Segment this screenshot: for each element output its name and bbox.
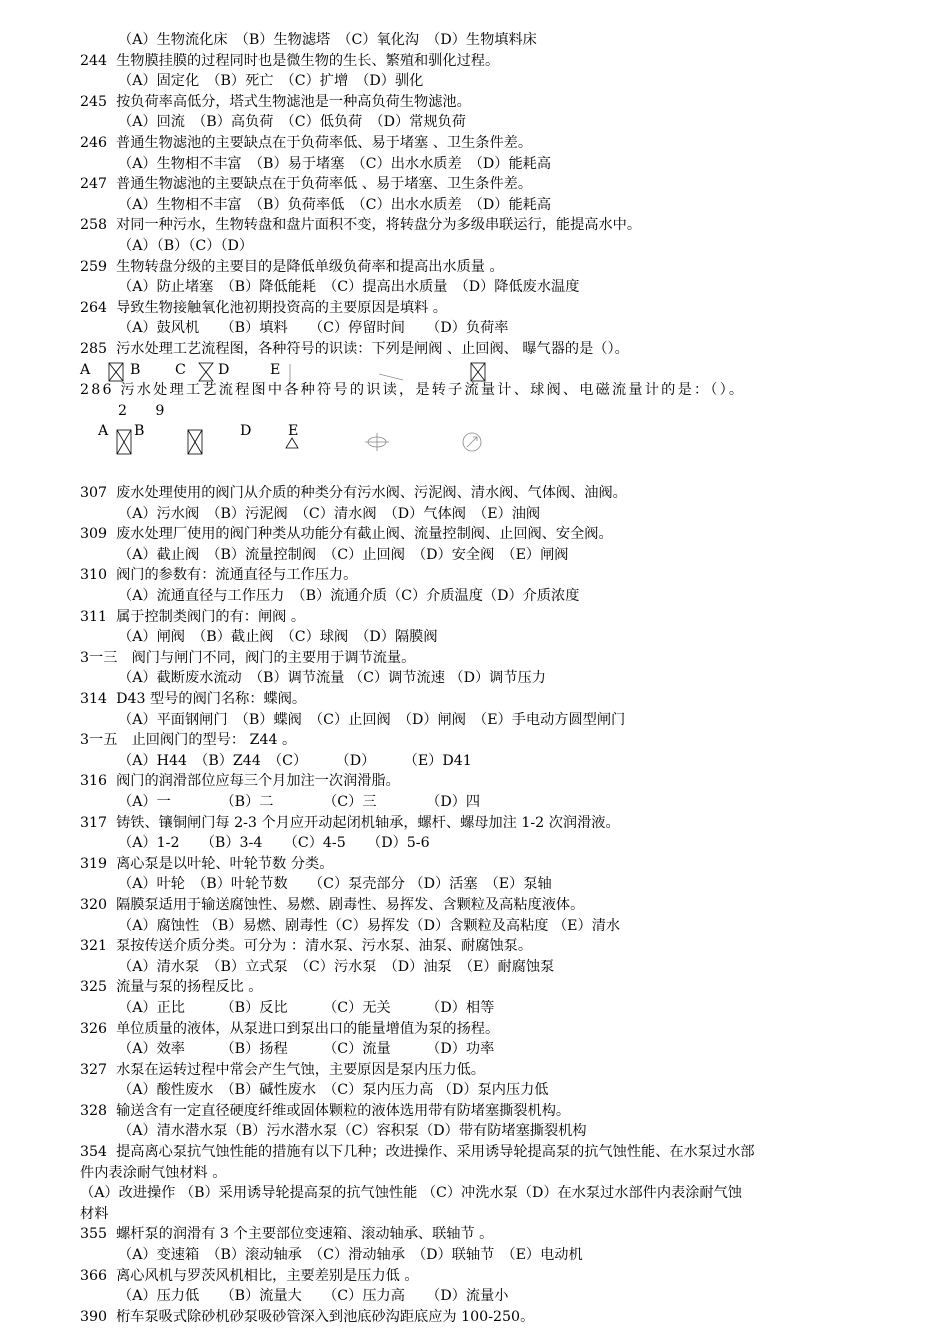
question-line: 316 阀门的润滑部位应每三个月加注一次润滑脂。 — [80, 773, 400, 790]
question-line: 307 废水处理使用的阀门从介质的种类分有污水阀、污泥阀、清水阀、气体阀、油阀。 — [80, 485, 627, 502]
option-line: （A）变速箱 （B）滚动轴承 （C）滑动轴承 （D）联轴节 （E）电动机 — [118, 1247, 583, 1264]
symbol-row-285 — [0, 360, 950, 381]
question-line: 328 输送含有一定直径硬度纤维或固体颗粒的液体选用带有防堵塞撕裂机构。 — [80, 1102, 571, 1119]
symbol-label-a: A — [80, 361, 91, 378]
option-line-continued: 材料 — [80, 1205, 109, 1222]
question-line: 325 流量与泵的扬程反比 。 — [80, 979, 263, 996]
option-line: （A）（B）（C）（D） — [118, 237, 254, 254]
rotameter-icon — [116, 429, 132, 455]
question-line: 317 铸铁、镶铜闸门每 2-3 个月应开动起闭机轴承，螺杆、螺母加注 1-2 次润滑液。 — [80, 814, 620, 831]
option-line: （A）腐蚀性 （B）易燃、剧毒性（C）易挥发（D）含颗粒及高粘度 （E）清水 — [118, 917, 621, 934]
option-line: （A）生物相不丰富 （B）负荷率低 （C）出水水质差 （D）能耗高 — [118, 196, 552, 213]
question-line: 366 离心风机与罗茨风机相比，主要差别是压力低 。 — [80, 1267, 419, 1284]
option-line: （A）固定化 （B）死亡 （C）扩增 （D）驯化 — [118, 73, 424, 90]
question-line: 259 生物转盘分级的主要目的是降低单级负荷率和提高出水质量 。 — [80, 258, 504, 275]
option-line: （A）一 （B）二 （C）三 （D）四 — [118, 793, 481, 810]
question-line: 319 离心泵是以叶轮、叶轮节数 分类。 — [80, 855, 334, 872]
question-line-continued: 2 9 — [118, 402, 165, 419]
option-line: （A）回流 （B）高负荷 （C）低负荷 （D）常规负荷 — [118, 114, 466, 131]
question-line: 247 普通生物滤池的主要缺点在于负荷率低 、易于堵塞、卫生条件差。 — [80, 176, 533, 193]
question-line: 390 桁车泵吸式除砂机砂泵吸砂管深入到池底砂沟距底应为 100-250。 — [80, 1308, 535, 1325]
option-line: （A）生物流化床 （B）生物滤塔 （C）氧化沟 （D）生物填料床 — [118, 32, 537, 48]
option-line: （A）正比 （B）反比 （C）无关 （D）相等 — [118, 999, 495, 1016]
symbol-label-c: C — [175, 361, 186, 378]
option-line: （A）压力低 （B）流量大 （C）压力高 （D）流量小 — [118, 1288, 509, 1305]
symbol-label-e: E — [270, 361, 281, 378]
option-line: （A）截止阀 （B）流量控制阀 （C）止回阀 （D）安全阀 （E）闸阀 — [118, 546, 569, 563]
question-line: 354 提高离心泵抗气蚀性能的措施有以下几种；改进操作、采用诱导轮提高泵的抗气蚀性能、在水泵过水部 — [80, 1144, 755, 1161]
ball-valve-icon — [186, 429, 204, 455]
question-line: 314 D43 型号的阀门名称：蝶阀。 — [80, 691, 307, 707]
magnetic-flowmeter-icon — [364, 431, 390, 453]
symbol-label-d: D — [240, 423, 252, 440]
option-line: （A）平面钢闸门 （B）蝶阀 （C）止回阀 （D）闸阀 （E）手电动方圆型闸门 — [118, 711, 626, 728]
question-line: 355 螺杆泵的润滑有 3 个主要部位变速箱、滚动轴承、联轴节 。 — [80, 1226, 494, 1243]
question-line: 264 导致生物接触氧化池初期投资高的主要原因是填料 。 — [80, 299, 447, 316]
option-line: （A）截断废水流动 （B）调节流量 （C）调节流速 （D）调节压力 — [118, 670, 546, 687]
symbol-label-b: B — [134, 423, 145, 440]
option-line: （A）鼓风机 （B）填料 （C）停留时间 （D）负荷率 — [118, 320, 509, 337]
question-line: 327 水泵在运转过程中常会产生气蚀，主要原因是泵内压力低。 — [80, 1061, 485, 1078]
triangle-icon — [285, 437, 299, 449]
valve-symbol-icon — [470, 362, 486, 382]
question-line: 285 污水处理工艺流程图，各种符号的识读：下列是闸阀 、止回阀、 曝气器的是（）。 — [80, 340, 629, 357]
question-line: 246 普通生物滤池的主要缺点在于负荷率低、易于堵塞 、卫生条件差。 — [80, 134, 533, 151]
symbol-label-d: D — [218, 361, 230, 378]
option-line: （A）H44 （B）Z44 （C） （D） （E）D41 — [118, 752, 472, 769]
question-line: 309 废水处理厂使用的阀门种类从功能分有截止阀、流量控制阀、止回阀、安全阀。 — [80, 526, 613, 543]
question-line: 310 阀门的参数有：流通直径与工作压力。 — [80, 567, 358, 584]
question-line: 245 按负荷率高低分，塔式生物滤池是一种高负荷生物滤池。 — [80, 93, 471, 110]
option-line: （A）生物相不丰富 （B）易于堵塞 （C）出水水质差 （D）能耗高 — [118, 155, 552, 172]
symbol-label-a: A — [98, 423, 109, 440]
gate-valve-icon — [108, 362, 124, 382]
option-line: （A）闸阀 （B）截止阀 （C）球阀 （D）隔膜阀 — [118, 629, 438, 646]
question-line: 286 污水处理工艺流程图中各种符号的识读，是转子流量计、球阀、电磁流量计的是：（）。 — [80, 382, 746, 399]
option-line: （A）防止堵塞 （B）降低能耗 （C）提高出水质量 （D）降低废水温度 — [118, 279, 580, 296]
question-line-continued: 件内表涂耐气蚀材料 。 — [80, 1164, 227, 1181]
question-line: 320 隔膜泵适用于输送腐蚀性、易燃、剧毒性、易挥发、含颗粒及高粘度液体。 — [80, 896, 585, 913]
option-line: （A）流通直径与工作压力 （B）流通介质（C）介质温度（D）介质浓度 — [118, 588, 580, 605]
question-line: 311 属于控制类阀门的有：闸阀 。 — [80, 608, 306, 625]
question-line: 3一五 止回阀门的型号： Z44 。 — [80, 732, 297, 749]
symbol-row-286 — [0, 421, 950, 462]
check-valve-icon — [198, 362, 214, 382]
document-page — [0, 30, 950, 1327]
option-line: （A）酸性废水 （B）碱性废水 （C）泵内压力高 （D）泵内压力低 — [118, 1082, 549, 1099]
question-line: 326 单位质量的液体，从泵进口到泵出口的能量增值为泵的扬程。 — [80, 1020, 500, 1037]
option-line: （A）改进操作 （B）采用诱导轮提高泵的抗气蚀性能 （C）冲洗水泵（D）在水泵过水部件内表涂耐气蚀 — [80, 1185, 742, 1202]
option-line: （A）叶轮 （B）叶轮节数 （C）泵壳部分 （D）活塞 （E）泵轴 — [118, 876, 552, 893]
option-line: （A）污水阀 （B）污泥阀 （C）清水阀 （D）气体阀 （E）油阀 — [118, 505, 541, 522]
flow-indicator-icon — [460, 431, 484, 453]
question-line: 3一三 阀门与闸门不同，阀门的主要用于调节流量。 — [80, 649, 416, 666]
option-line: （A）清水潜水泵（B）污水潜水泵（C）容积泵（D）带有防堵塞撕裂机构 — [118, 1123, 587, 1140]
question-line: 321 泵按传送介质分类。可分为 ：清水泵、污水泵、油泵、耐腐蚀泵。 — [80, 938, 533, 955]
option-line: （A）效率 （B）扬程 （C）流量 （D）功率 — [118, 1041, 495, 1058]
option-line: （A）1-2 （B）3-4 （C）4-5 （D）5-6 — [118, 835, 430, 852]
symbol-label-e: E — [288, 423, 299, 440]
symbol-label-b: B — [130, 361, 141, 378]
question-line: 244 生物膜挂膜的过程同时也是微生物的生长、繁殖和驯化过程。 — [80, 52, 500, 69]
question-line: 258 对同一种污水，生物转盘和盘片面积不变，将转盘分为多级串联运行，能提高水中。 — [80, 217, 642, 234]
option-line: （A）清水泵 （B）立式泵 （C）污水泵 （D）油泵 （E）耐腐蚀泵 — [118, 958, 555, 975]
